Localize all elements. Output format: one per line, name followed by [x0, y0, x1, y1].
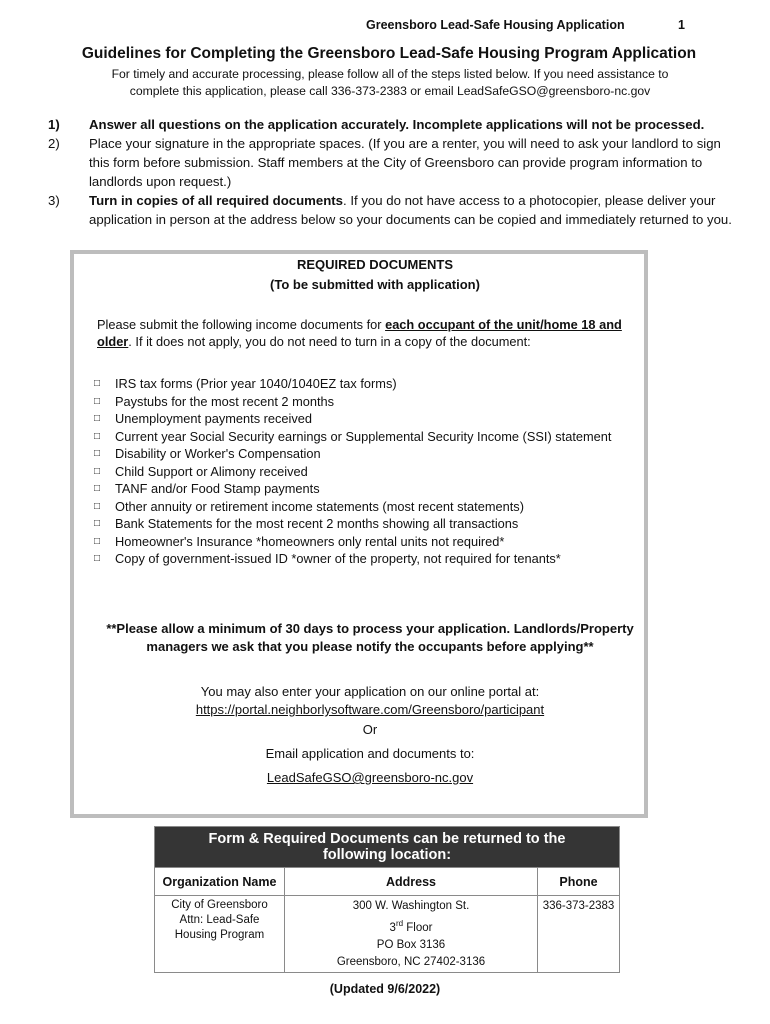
instruction-steps — [48, 115, 738, 229]
required-documents-subheading: (To be submitted with application) — [270, 277, 480, 292]
address-cell — [285, 896, 538, 973]
step-1 — [48, 115, 738, 134]
checklist-item — [94, 445, 654, 463]
checkbox-icon[interactable]: □ — [94, 483, 101, 494]
address-city: Greensboro, NC 27402-3136 — [336, 955, 486, 968]
updated-date-footer: (Updated 9/6/2022) — [329, 982, 441, 996]
checkbox-icon[interactable]: □ — [94, 395, 101, 407]
document-checklist — [94, 375, 654, 568]
return-table-title-line-1: Form & Required Documents can be returned to the — [208, 831, 566, 847]
step-3 — [48, 191, 738, 229]
checkbox-icon[interactable]: □ — [94, 518, 101, 529]
checkbox-icon[interactable]: □ — [94, 430, 101, 442]
required-documents-intro — [97, 316, 652, 350]
return-table-title-line-2: following location: — [322, 847, 452, 863]
step-text: . If you do not have access to a photocopier, please deliver your application in person at the address below so your documents can be copied and immediately returned to you. — [89, 193, 732, 227]
email-instructions: Email application and documents to: — [265, 746, 475, 761]
step-bold-text: Answer all questions on the application accurately. Incomplete applications will not be processed. — [89, 117, 705, 132]
checklist-item-label: Bank Statements for the most recent 2 months showing all transactions — [115, 516, 519, 531]
notice-line-2: managers we ask that you please notify the occupants before applying** — [146, 639, 594, 654]
checklist-item — [94, 480, 654, 498]
column-header-phone: Phone — [538, 868, 620, 896]
checklist-item — [94, 533, 654, 551]
checklist-item-label: IRS tax forms (Prior year 1040/1040EZ tax forms) — [115, 376, 397, 391]
org-line-1: City of Greensboro — [171, 899, 268, 911]
address-po-box: PO Box 3136 — [376, 938, 446, 951]
checkbox-icon[interactable]: □ — [94, 553, 101, 564]
step-2 — [48, 134, 738, 191]
return-table-title — [155, 827, 620, 868]
checklist-item-label: Copy of government-issued ID *owner of the property, not required for tenants* — [115, 551, 561, 566]
step-number: 2) — [48, 136, 60, 151]
page-number: 1 — [678, 18, 685, 32]
org-line-3: Housing Program — [174, 929, 265, 941]
processing-notice — [80, 620, 660, 656]
running-header-title: Greensboro Lead-Safe Housing Application — [366, 18, 625, 32]
checklist-item-label: Current year Social Security earnings or Supplemental Security Income (SSI) statement — [115, 428, 612, 444]
checklist-item-label: Disability or Worker's Compensation — [115, 446, 321, 461]
intro-underlined-text: each occupant of the unit/home 18 and older — [97, 317, 622, 349]
checklist-item — [94, 463, 654, 481]
checklist-item — [94, 410, 654, 428]
step-number: 3) — [48, 193, 60, 208]
checklist-item — [94, 393, 654, 411]
address-street: 300 W. Washington St. — [352, 900, 470, 912]
checklist-item — [94, 515, 654, 533]
column-header-address: Address — [285, 868, 538, 896]
portal-text: You may also enter your application on our online portal at: — [200, 684, 540, 699]
document-title: Guidelines for Completing the Greensboro Lead-Safe Housing Program Application — [81, 45, 697, 62]
portal-link[interactable]: https://portal.neighborlysoftware.com/Greensboro/participant — [195, 702, 545, 717]
intro-paragraph — [70, 66, 710, 100]
checkbox-icon[interactable]: □ — [94, 465, 101, 477]
checklist-item — [94, 498, 654, 516]
checklist-item-label: Unemployment payments received — [115, 411, 313, 426]
checklist-item — [94, 550, 654, 568]
organization-cell — [155, 896, 285, 973]
step-number: 1) — [48, 117, 60, 132]
checkbox-icon[interactable]: □ — [94, 378, 101, 389]
checklist-item — [94, 375, 654, 393]
phone-cell: 336-373-2383 — [538, 896, 620, 973]
return-location-table — [154, 826, 620, 973]
intro-line-2: complete this application, please call 336-373-2383 or email LeadSafeGSO@greensboro-nc.gov — [129, 84, 651, 98]
step-bold-text: Turn in copies of all required documents — [89, 193, 344, 208]
column-header-organization: Organization Name — [155, 868, 285, 896]
checkbox-icon[interactable]: □ — [94, 413, 101, 424]
email-link[interactable]: LeadSafeGSO@greensboro-nc.gov — [266, 770, 474, 785]
org-line-2: Attn: Lead-Safe — [179, 914, 260, 926]
step-text: Place your signature in the appropriate spaces. (If you are a renter, you will need to ask your landlord to sign this form before submission. Staff members at the City of Greensboro can provide program information to landlords upon request.) — [89, 136, 721, 189]
required-documents-heading: REQUIRED DOCUMENTS — [296, 257, 453, 272]
checklist-item-label: Other annuity or retirement income statements (most recent statements) — [115, 498, 524, 514]
checkbox-icon[interactable]: □ — [94, 535, 101, 547]
checkbox-icon[interactable]: □ — [94, 500, 101, 512]
or-text: Or — [362, 722, 378, 737]
intro-text-after: . If it does not apply, you do not need to turn in a copy of the document: — [128, 334, 531, 349]
notice-line-1: **Please allow a minimum of 30 days to process your application. Landlords/Property — [106, 621, 634, 636]
checklist-item-label: Homeowner's Insurance *homeowners only rental units not required* — [115, 533, 505, 549]
intro-text-before: Please submit the following income documents for — [97, 317, 386, 332]
checklist-item-label: TANF and/or Food Stamp payments — [115, 481, 320, 496]
address-floor: 3rd Floor — [389, 919, 433, 934]
checklist-item-label: Paystubs for the most recent 2 months — [115, 393, 335, 409]
intro-line-1: For timely and accurate processing, please follow all of the steps listed below. If you need assistance to — [111, 67, 669, 81]
checkbox-icon[interactable]: □ — [94, 448, 101, 459]
checklist-item-label: Child Support or Alimony received — [115, 463, 308, 479]
checklist-item — [94, 428, 654, 446]
